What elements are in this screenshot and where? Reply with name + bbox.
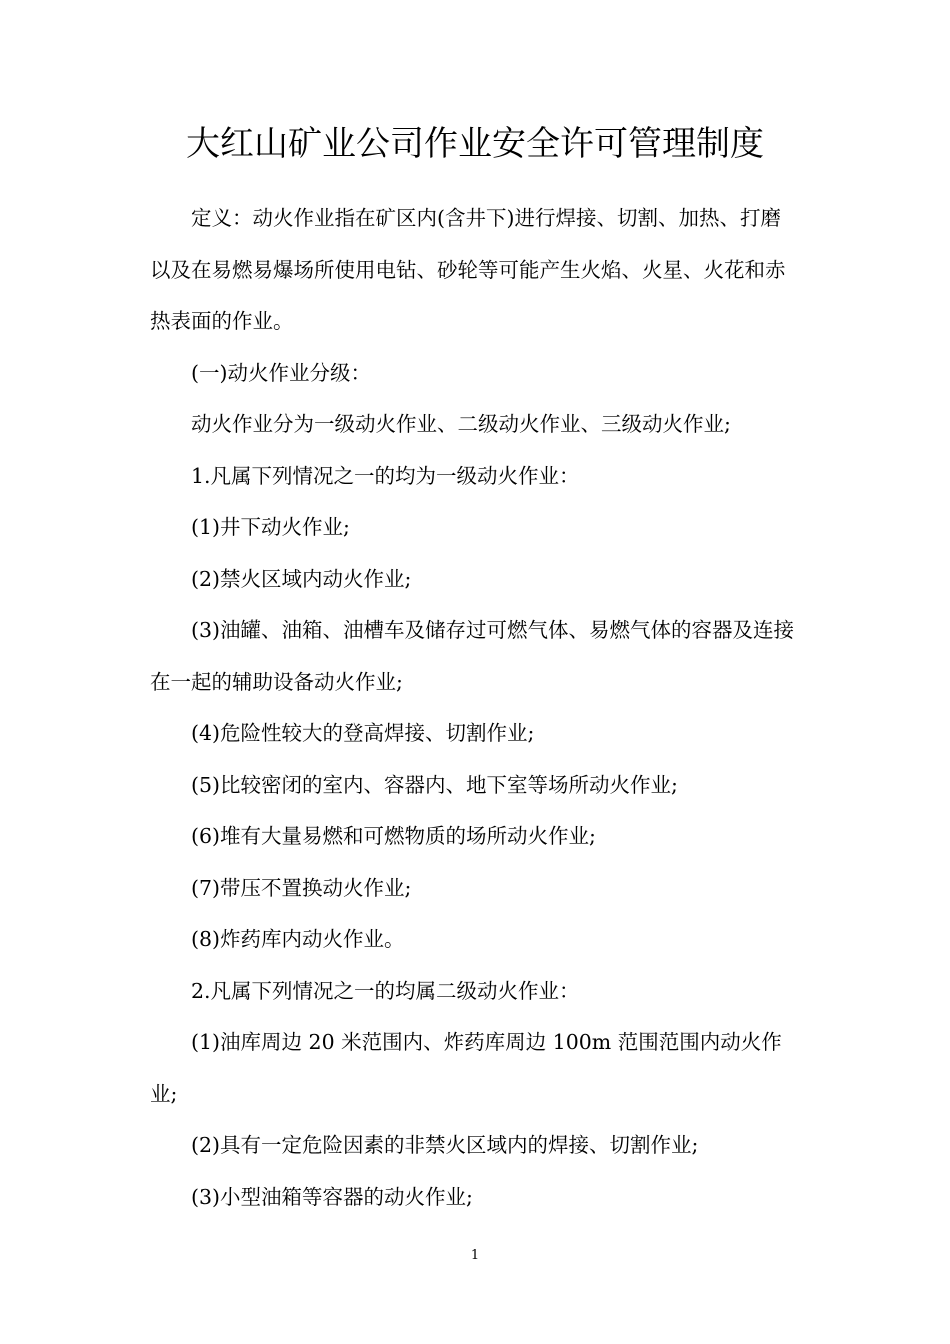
paragraph: (3)小型油箱等容器的动火作业; — [191, 1184, 473, 1209]
paragraph: (2)具有一定危险因素的非禁火区域内的焊接、切割作业; — [191, 1133, 699, 1157]
paragraph: 动火作业分为一级动火作业、二级动火作业、三级动火作业; — [191, 412, 731, 436]
paragraph: (8)炸药库内动火作业。 — [191, 927, 405, 951]
paragraph: (2)禁火区域内动火作业; — [191, 566, 412, 591]
paragraph: 2.凡属下列情况之一的均属二级动火作业： — [191, 978, 580, 1003]
paragraph: (6)堆有大量易燃和可燃物质的场所动火作业; — [191, 824, 596, 848]
paragraph: 定义：动火作业指在矿区内(含井下)进行焊接、切割、加热、打磨以及在易燃易爆场所使用电钻、砂轮等可能产生火焰、火星、火花和赤热表面的作业。 — [150, 206, 786, 333]
paragraph: (7)带压不置换动火作业; — [191, 875, 412, 900]
document-title: 大红山矿业公司作业安全许可管理制度 — [186, 124, 764, 164]
paragraph: (1)井下动火作业; — [191, 515, 350, 539]
paragraph: (一)动火作业分级： — [191, 360, 371, 385]
paragraph: 1.凡属下列情况之一的均为一级动火作业： — [191, 463, 580, 488]
paragraph: (5)比较密闭的室内、容器内、地下室等场所动火作业; — [191, 772, 678, 797]
document-body — [150, 193, 800, 1223]
paragraph: (3)油罐、油箱、油槽车及储存过可燃气体、易燃气体的容器及连接在一起的辅助设备动火作业; — [150, 618, 795, 694]
paragraph: (1)油库周边 20 米范围内、炸药库周边 100m 范围范围内动火作业; — [150, 1030, 782, 1106]
paragraph: (4)危险性较大的登高焊接、切割作业; — [191, 721, 535, 745]
page-number: 1 — [470, 1248, 480, 1263]
